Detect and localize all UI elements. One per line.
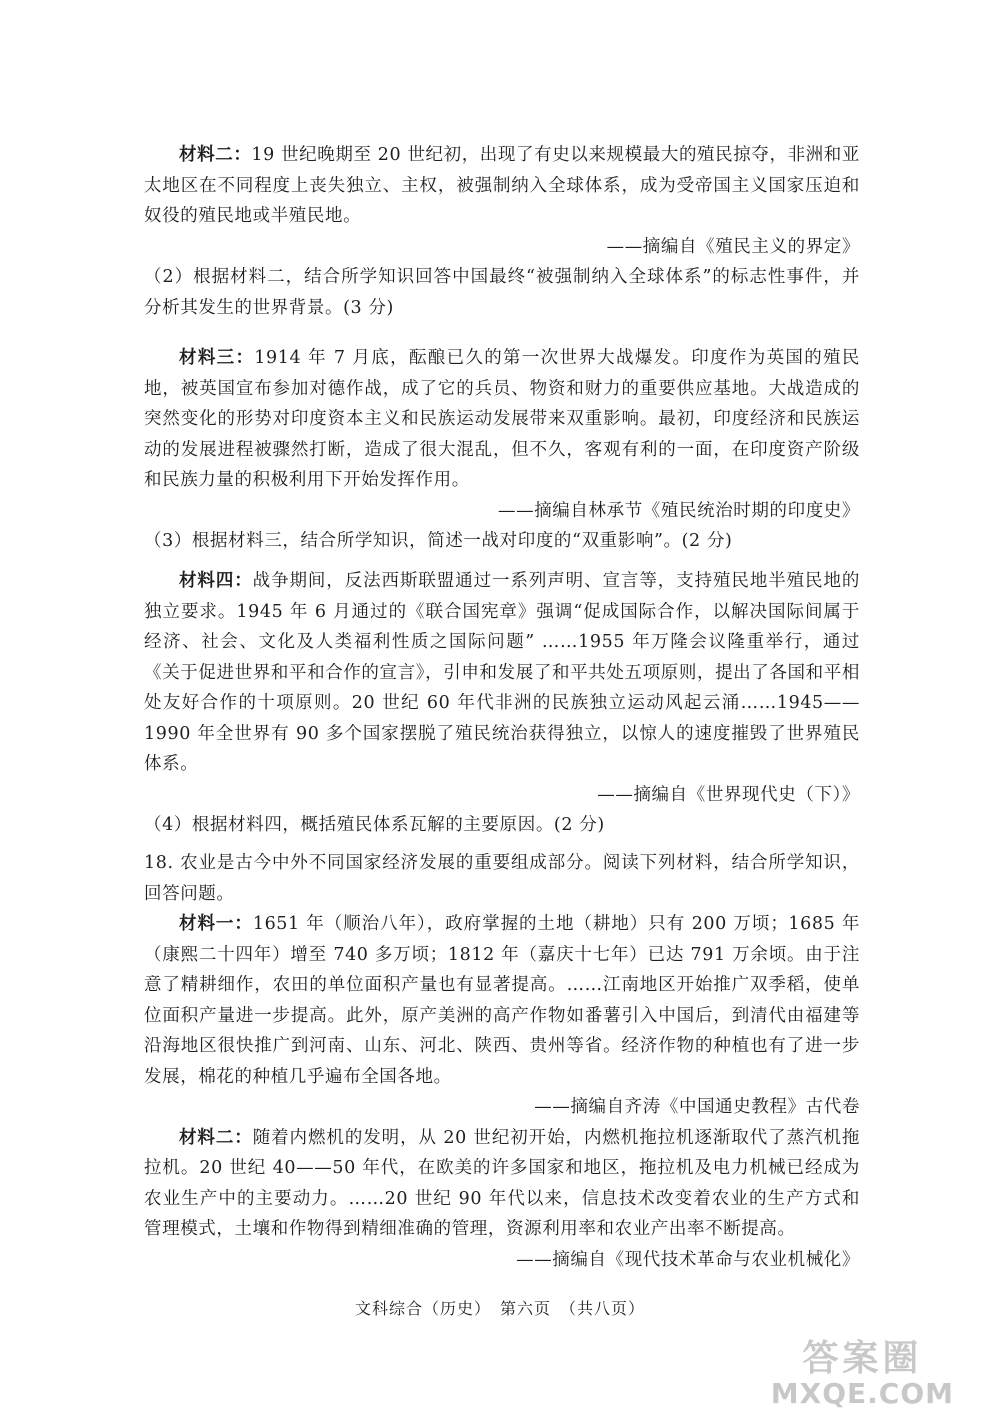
watermark (771, 1330, 954, 1410)
q18-material-two-label: 材料二： (179, 1127, 253, 1148)
material-two-source: ——摘编自《殖民主义的界定》 (606, 236, 860, 257)
question-17-4: （4）根据材料四，概括殖民体系瓦解的主要原因。(2 分) (144, 815, 605, 835)
q18-material-one-label: 材料一： (179, 914, 253, 934)
material-three-label: 材料三： (179, 348, 255, 368)
q18-material-two-text: 随着内燃机的发明，从 20 世纪初开始，内燃机拖拉机逐渐取代了蒸汽机拖拉机。20 世纪 40——50 年代，在欧美的许多国家和地区，拖拉机及电力机械已经成为农业生产中的主要动力。……20 世纪 90 年代以来，信息技术改变着农业的生产方式和管理模式，土壤和作物得到精细准确的管理，资源利用率和农业产出率不断提高。 (144, 1127, 860, 1239)
material-three-block (144, 343, 860, 557)
question-17-2: （2）根据材料二，结合所学知识回答中国最终“被强制纳入全球体系”的标志性事件，并分析其发生的世界背景。(3 分) (144, 267, 860, 318)
material-four-source: ——摘编自《世界现代史（下）》 (597, 784, 860, 805)
material-four-paragraph (144, 566, 860, 780)
material-two-label: 材料二： (179, 145, 252, 165)
q18-material-two-paragraph (144, 1123, 860, 1245)
watermark-logo: 答案圈 (802, 1338, 923, 1379)
question-17-3: （3）根据材料三，结合所学知识，简述一战对印度的“双重影响”。(2 分) (144, 531, 733, 551)
page-footer: 文科综合（历史） 第六页 （共八页） (354, 1299, 645, 1318)
watermark-url: MXQE.COM (770, 1377, 954, 1410)
q18-material-two-source: ——摘编自《现代技术革命与农业机械化》 (516, 1249, 860, 1270)
q18-material-one-text: 1651 年（顺治八年），政府掌握的土地（耕地）只有 200 万顷；1685 年（康熙二十四年）增至 740 多万顷；1812 年（嘉庆十七年）已达 791 万余顷。由于注意了精耕细作，农田的单位面积产量也有显著提高。……江南地区开始推广双季稻，使单位面积产量进一步提高。此外，原产美洲的高产作物如番薯引入中国后，到清代由福建等沿海地区很快推广到河南、山东、河北、陕西、贵州等省。经济作物的种植也有了进一步发展，棉花的种植几乎遍布全国各地。 (144, 914, 860, 1087)
material-four-block (144, 566, 860, 841)
q18-material-one-paragraph (144, 909, 860, 1092)
material-three-text: 1914 年 7 月底，酝酿已久的第一次世界大战爆发。印度作为英国的殖民地，被英国宣布参加对德作战，成了它的兵员、物资和财力的重要供应基地。大战造成的突然变化的形势对印度资本主义和民族运动发展带来双重影响。最初，印度经济和民族运动的发展进程被骤然打断，造成了很大混乱，但不久，客观有利的一面，在印度资产阶级和民族力量的积极利用下开始发挥作用。 (144, 348, 860, 490)
material-two-block (144, 140, 860, 323)
material-two-text: 19 世纪晚期至 20 世纪初，出现了有史以来规模最大的殖民掠夺，非洲和亚太地区在不同程度上丧失独立、主权，被强制纳入全球体系，成为受帝国主义国家压迫和奴役的殖民地或半殖民地。 (144, 145, 860, 226)
material-four-label: 材料四： (179, 571, 253, 591)
question-18-block (144, 848, 860, 1275)
material-four-text: 战争期间，反法西斯联盟通过一系列声明、宣言等，支持殖民地半殖民地的独立要求。1945 年 6 月通过的《联合国宪章》强调“促成国际合作，以解决国际间属于经济、社会、文化及人类福利性质之国际问题” ……1955 年万隆会议隆重举行，通过《关于促进世界和平和合作的宣言》，引申和发展了和平共处五项原则，提出了各国和平相处友好合作的十项原则。20 世纪 60 年代非洲的民族独立运动风起云涌……1945——1990 年全世界有 90 多个国家摆脱了殖民统治获得独立，以惊人的速度摧毁了世界殖民体系。 (144, 571, 860, 774)
material-two-paragraph (144, 140, 860, 232)
material-three-paragraph (144, 343, 860, 496)
material-three-source: ——摘编自林承节《殖民统治时期的印度史》 (498, 500, 860, 521)
q18-material-one-source: ——摘编自齐涛《中国通史教程》古代卷 (534, 1097, 860, 1117)
question-18-intro: 18. 农业是古今中外不同国家经济发展的重要组成部分。阅读下列材料，结合所学知识，回答问题。 (144, 853, 860, 904)
